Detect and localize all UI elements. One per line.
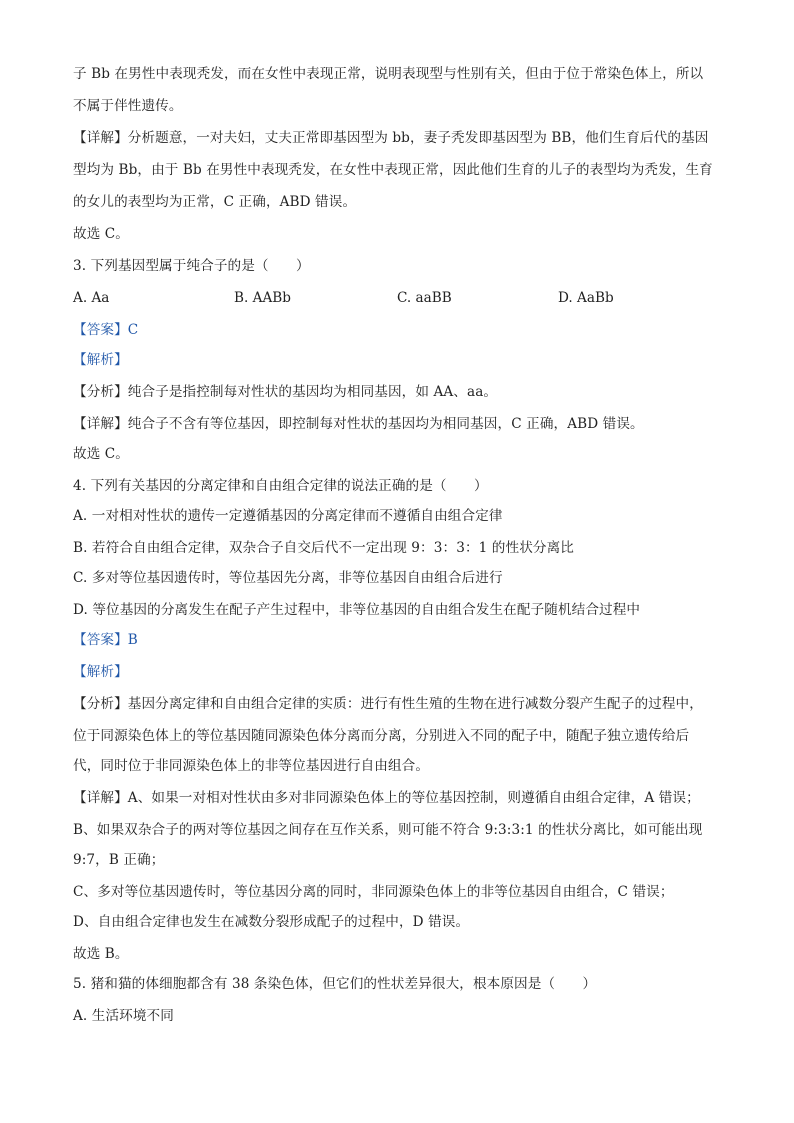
text-line: 的女儿的表型均为正常，C 正确，ABD 错误。 xyxy=(73,194,357,210)
option-a: A. 生活环境不同 xyxy=(73,1008,174,1024)
text-line: 【详解】A、如果一对相对性状由多对非同源染色体上的等位基因控制，则遵循自由组合定律，A 错误； xyxy=(73,790,700,806)
text-line: 9:7，B 正确； xyxy=(73,852,165,868)
option-d: D. 等位基因的分离发生在配子产生过程中，非等位基因的自由组合发生在配子随机结合过程中 xyxy=(73,602,641,618)
text-line: 子 Bb 在男性中表现秃发，而在女性中表现正常，说明表现型与性别有关，但由于位于常染色体上，所以 xyxy=(73,66,704,82)
option-a: A. 一对相对性状的遗传一定遵循基因的分离定律而不遵循自由组合定律 xyxy=(73,508,503,524)
text-line: 位于同源染色体上的等位基因随同源染色体分离而分离，分别进入不同的配子中，随配子独立遗传给后 xyxy=(73,728,690,744)
text-line: C、多对等位基因遗传时，等位基因分离的同时，非同源染色体上的非等位基因自由组合，C 错误； xyxy=(73,884,674,900)
option-d: D. AaBb xyxy=(558,290,614,306)
text-line: 【分析】纯合子是指控制每对性状的基因均为相同基因，如 AA、aa。 xyxy=(73,384,498,400)
option-b: B. AABb xyxy=(234,290,291,306)
text-line: 【详解】纯合子不含有等位基因，即控制每对性状的基因均为相同基因，C 正确，ABD 错误。 xyxy=(73,416,644,432)
text-line: 故选 C。 xyxy=(73,446,130,462)
text-line: 故选 B。 xyxy=(73,946,129,962)
text-line: 代，同时位于非同源染色体上的非等位基因进行自由组合。 xyxy=(73,758,430,774)
answer-label: 【答案】C xyxy=(73,322,139,338)
analysis-label: 【解析】 xyxy=(73,352,128,368)
text-line: B、如果双杂合子的两对等位基因之间存在互作关系，则可能不符合 9:3:3:1 的性状分离比，如可能出现 xyxy=(73,822,703,838)
analysis-label: 【解析】 xyxy=(73,664,128,680)
text-line: 不属于伴性遗传。 xyxy=(73,98,183,114)
text-line: 型均为 Bb，由于 Bb 在男性中表现秃发，在女性中表现正常，因此他们生育的儿子的表型均为秃发，生育 xyxy=(73,162,713,178)
text-line: 【详解】分析题意，一对夫妇，丈夫正常即基因型为 bb，妻子秃发即基因型为 BB，他们生育后代的基因 xyxy=(73,130,709,146)
option-c: C. aaBB xyxy=(397,290,452,306)
question-4: 4. 下列有关基因的分离定律和自由组合定律的说法正确的是（ ） xyxy=(73,478,488,494)
answer-label: 【答案】B xyxy=(73,632,138,648)
option-c: C. 多对等位基因遗传时，等位基因先分离，非等位基因自由组合后进行 xyxy=(73,570,503,586)
text-line: 故选 C。 xyxy=(73,226,130,242)
option-a: A. Aa xyxy=(73,290,110,306)
text-line: D、自由组合定律也发生在减数分裂形成配子的过程中，D 错误。 xyxy=(73,914,470,930)
question-3: 3. 下列基因型属于纯合子的是（ ） xyxy=(73,258,310,274)
text-line: 【分析】基因分离定律和自由组合定律的实质：进行有性生殖的生物在进行减数分裂产生配子的过程中， xyxy=(73,696,703,712)
question-5: 5. 猪和猫的体细胞都含有 38 条染色体，但它们的性状差异很大，根本原因是（ ） xyxy=(73,976,597,992)
option-b: B. 若符合自由组合定律，双杂合子自交后代不一定出现 9：3：3：1 的性状分离比 xyxy=(73,540,574,556)
